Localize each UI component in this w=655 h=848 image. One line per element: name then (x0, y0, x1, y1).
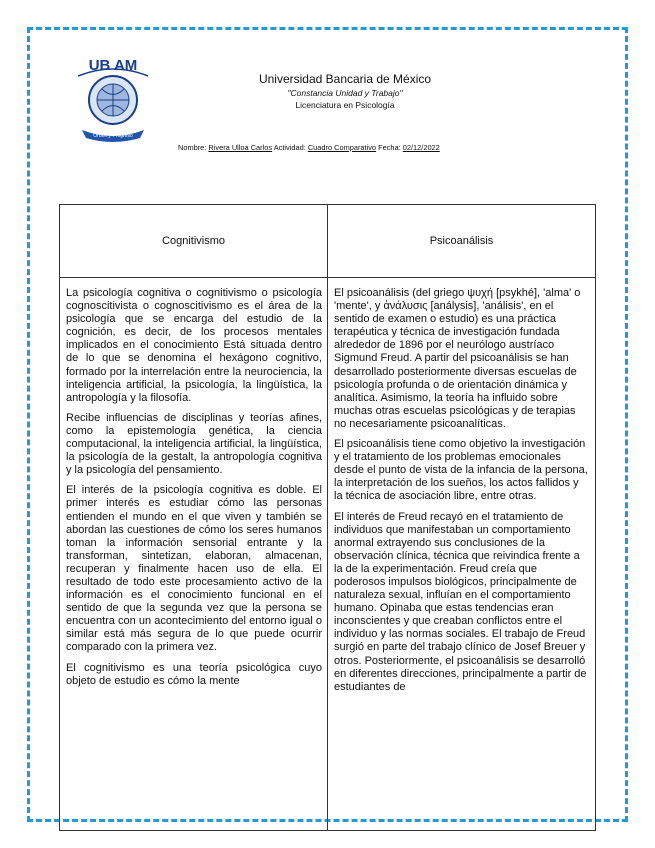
logo-ribbon-text: Orden y Progreso (93, 133, 133, 139)
date-label: Fecha: (378, 143, 401, 152)
university-name: Universidad Bancaria de México (258, 72, 432, 86)
cognitivismo-paragraph: El cognitivismo es una teoría psicológica cuyo objeto de estudio es cómo la mente (66, 661, 322, 687)
activity-value: Cuadro Comparativo (307, 143, 377, 152)
university-motto: "Constancia Unidad y Trabajo" (287, 88, 403, 98)
name-value: Rivera Ulloa Carlos (208, 143, 273, 152)
cognitivismo-paragraph: El interés de la psicología cognitiva es doble. El primer interés es estudiar cómo las personas entienden el mundo en el que viven y también se abordan las cuestiones de cómo los seres humanos toman la información sensorial entrante y la transforman, sintetizan, elaboran, almacenan, recuperan y finalmente hacen uso de ella. El resultado de todo este procesamiento activo de la información es el conocimiento funcional en el sentido de que la segunda vez que la persona se encuentra con un acontecimiento del entorno igual o similar está más segura de lo que puede ocurrir comparado con la primera vez. (66, 484, 322, 654)
cognitivismo-cell (60, 278, 328, 831)
cognitivismo-paragraph: La psicología cognitiva o cognitivismo o psicología cognoscitivista o cognoscitivismo es el área de la psicología que se encarga del estudio de la cognición, es decir, de los procesos mentales implicados en el conocimiento Está situada dentro de lo que se denomina el hexágono cognitivo, formado por la interrelación entre la neurociencia, la inteligencia artificial, la psicología, la lingüística, la antropología y la filosofía. (66, 287, 322, 404)
comparison-table (59, 204, 596, 831)
psicoanalisis-paragraph: El interés de Freud recayó en el tratamiento de individuos que manifestaban un comportamiento anormal extrayendo sus conclusiones de la observación clínica, técnica que reivindica frente a la de la experimentación. Freud creía que poderosos impulsos biológicos, principalmente de naturaleza sexual, influían en el comportamiento humano. Opinaba que estas tendencias eran inconscientes y que creaban conflictos entre el individuo y las normas sociales. El trabajo de Freud surgió en parte del trabajo clínico de Josef Breuer y otros. Posteriormente, el psicoanálisis se desarrolló en diferentes direcciones, principalmente a partir de estudiantes de (334, 510, 587, 693)
header-cognitivismo: Cognitivismo (60, 205, 328, 278)
cognitivismo-paragraph: Recibe influencias de disciplinas y teorías afines, como la epistemología genética, la ciencia computacional, la inteligencia artificial, la lingüística, la psicología de la gestalt, la antropología cognitiva y la psicología del pensamiento. (66, 411, 322, 477)
date-value: 02/12/2022 (402, 143, 440, 152)
name-label: Nombre: (178, 143, 207, 152)
university-logo (72, 54, 154, 144)
document-header (160, 70, 530, 111)
header-psicoanalisis: Psicoanálisis (328, 205, 596, 278)
student-info-line (178, 143, 440, 152)
psicoanalisis-paragraph: El psicoanálisis (del griego ψυχή [psykhé], 'alma' o 'mente', y ἀνάλυσις [análysis], 'análisis', en el sentido de examen o estudio) es una práctica terapéutica y técnica de investigación fundada alrededor de 1896 por el neurólogo austríaco Sigmund Freud. A partir del psicoanálisis se han desarrollado posteriormente diversas escuelas de psicología profunda o de orientación dinámica y analítica. Asimismo, la teoría ha influido sobre muchas otras escuelas psicológicas y de terapias no necesariamente psicoanalíticas. (334, 287, 581, 430)
activity-label: Actividad: (273, 143, 306, 152)
psicoanalisis-cell (328, 278, 596, 831)
psicoanalisis-paragraph: El psicoanálisis tiene como objetivo la investigación y el tratamiento de los problemas emocionales desde el punto de vista de la infancia de la persona, la interpretación de los sueños, los actos fallidos y la técnica de asociación libre, entre otras. (334, 438, 588, 503)
logo-text: UB AM (88, 57, 138, 74)
degree-name: Licenciatura en Psicología (295, 100, 395, 110)
